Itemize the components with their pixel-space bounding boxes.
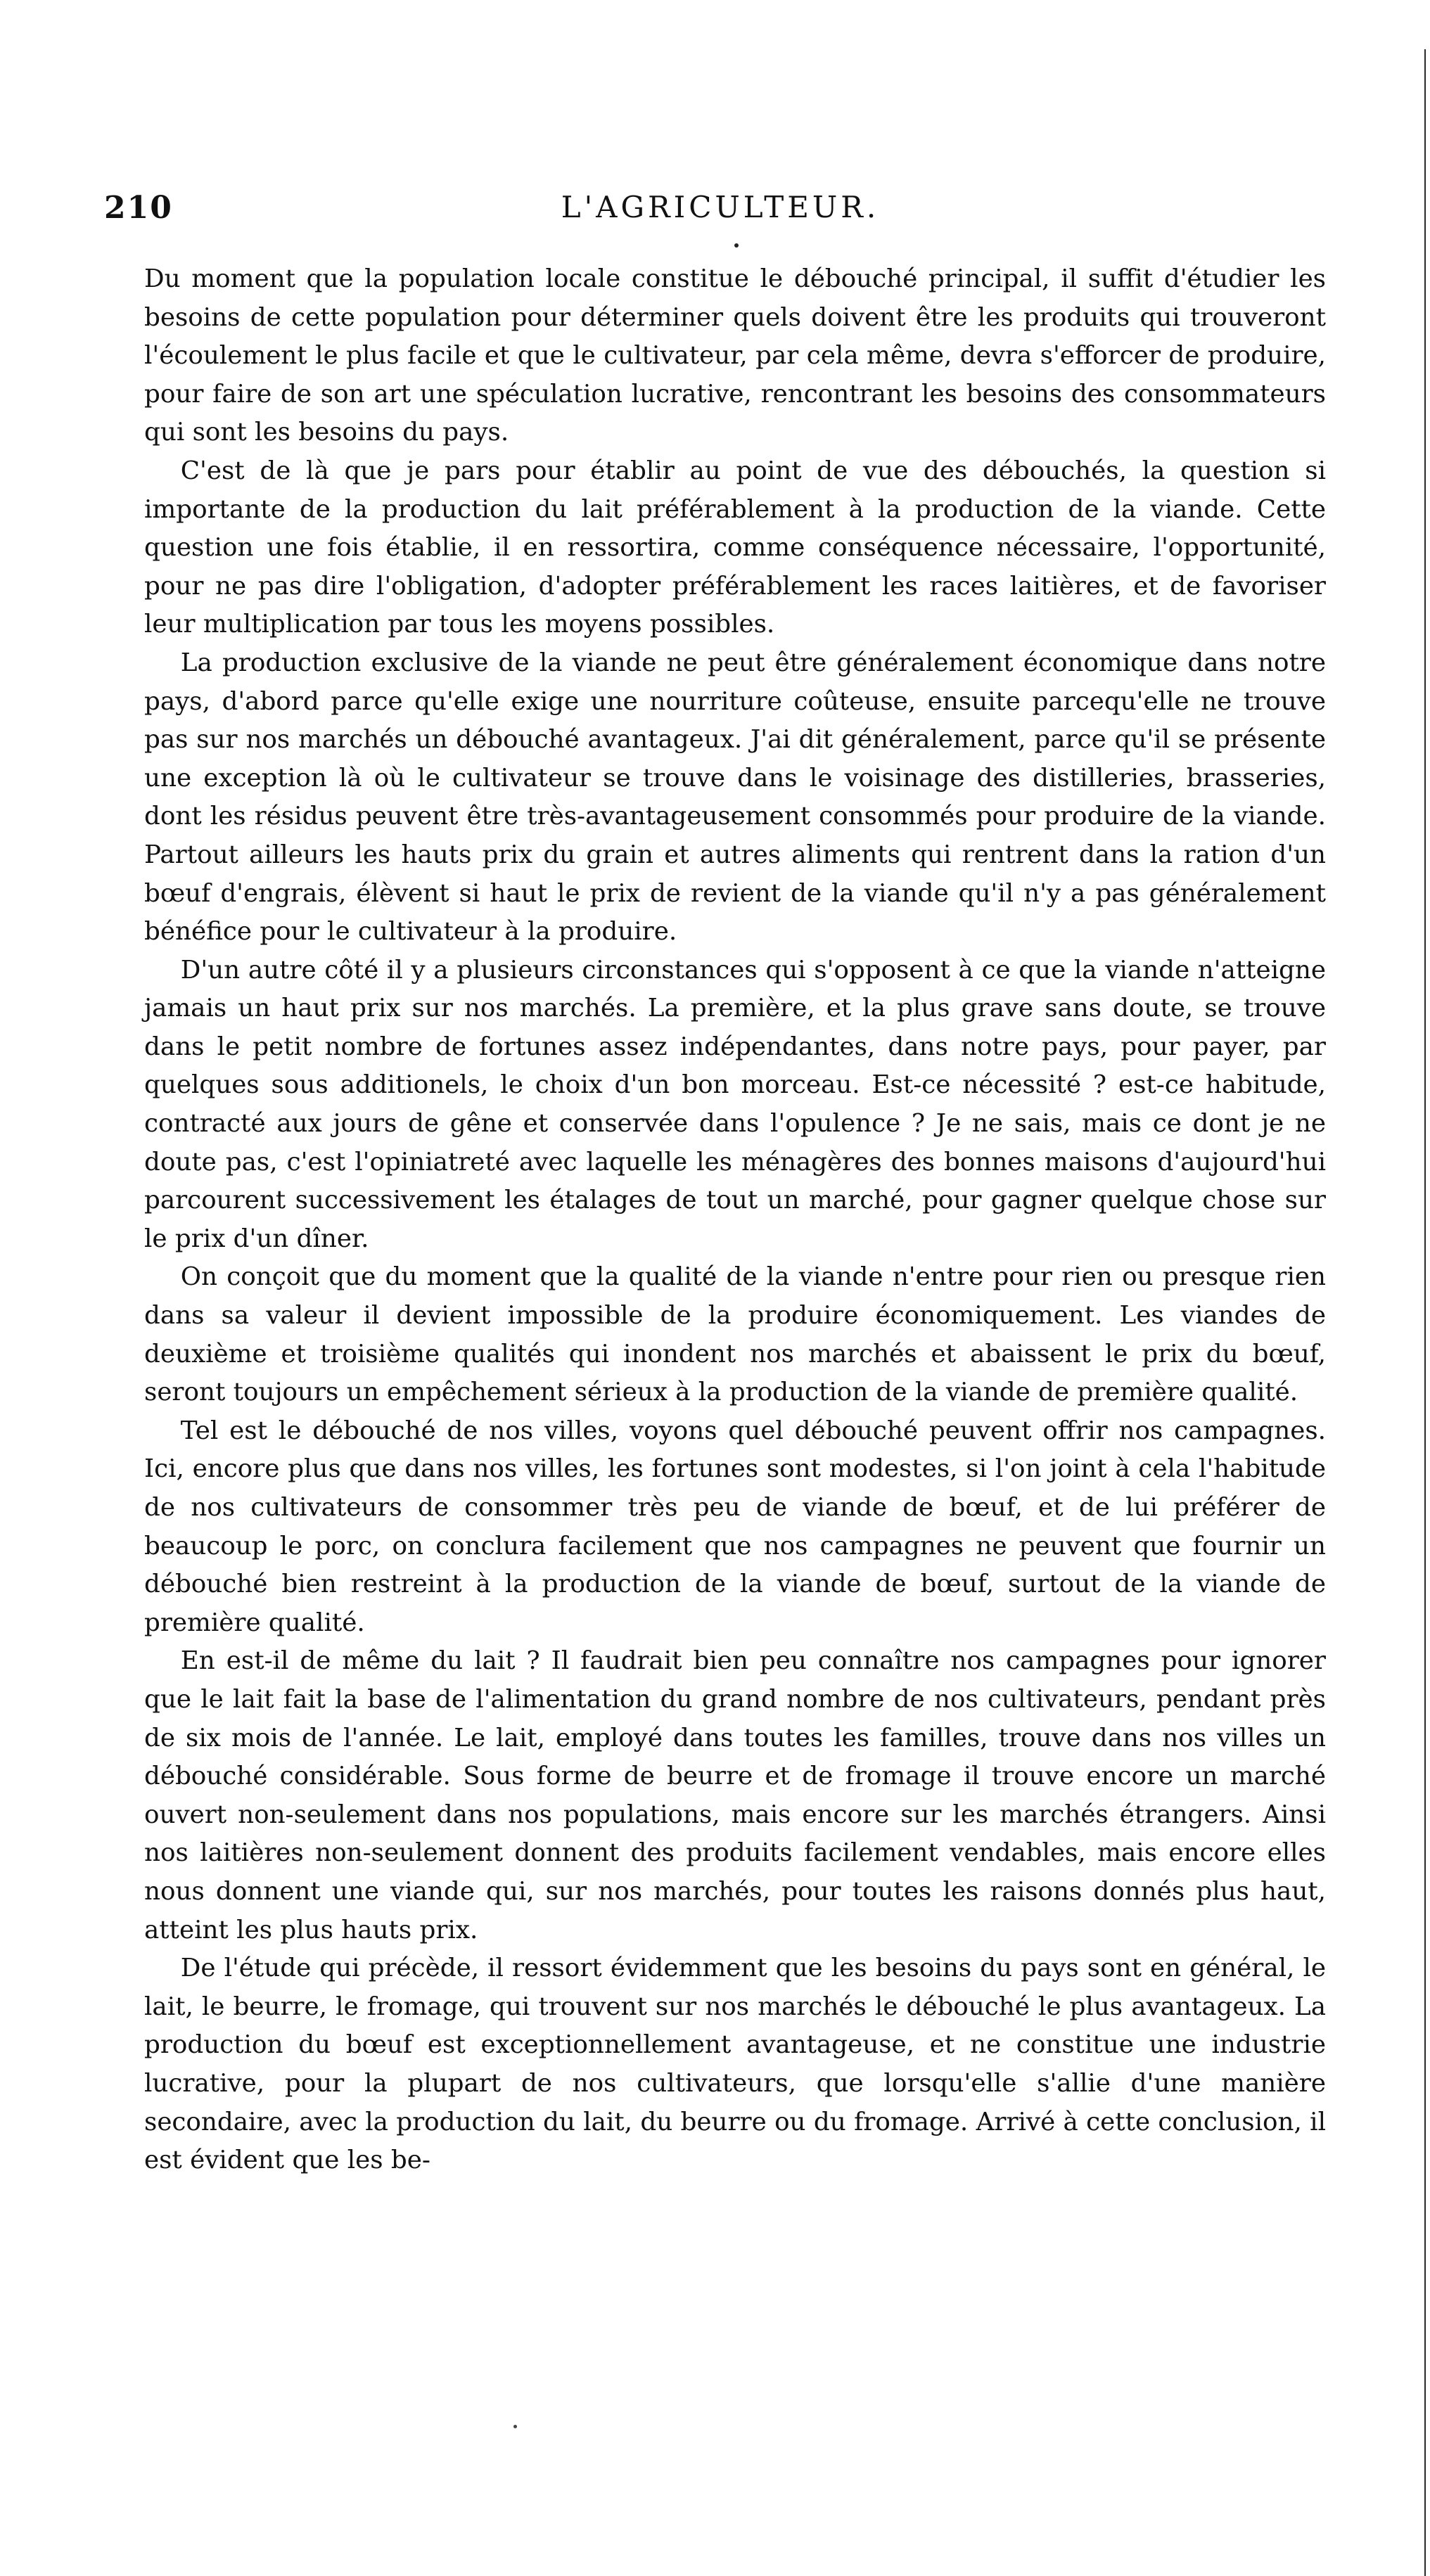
paragraph: C'est de là que je pars pour établir au point de vue des débouchés, la question si importante de la production du lait préférablement à la production de la viande. Cette question une fois établie, il en ressortira, comme conséquence nécessaire, l'opportunité, pour ne pas dire l'obligation, d'adopter préférablement les races laitières, et de favoriser leur multiplication par tous les moyens possibles.: [144, 456, 1326, 639]
footer-mark: [513, 2425, 517, 2428]
header-mark: [734, 243, 739, 248]
paragraph: Du moment que la population locale constitue le débouché principal, il suffit d'étudier les besoins de cette population pour déterminer quels doivent être les produits qui trouveront l'écoulement le plus facile et que le cultivateur, par cela même, devra s'efforcer de produire, pour faire de son art une spéculation lucrative, rencontrant les besoins des consommateurs qui sont les besoins du pays.: [144, 264, 1326, 447]
page-number: 210: [104, 190, 173, 226]
paragraph: On conçoit que du moment que la qualité de la viande n'entre pour rien ou presque rien dans sa valeur il devient impossible de la produire économiquement. Les viandes de deuxième et troisième qualités qui inondent nos marchés et abaissent le prix du bœuf, seront toujours un empêchement sérieux à la production de la viande de première qualité.: [144, 1262, 1326, 1407]
running-title: L'AGRICULTEUR.: [561, 190, 880, 224]
paragraph: En est-il de même du lait ? Il faudrait bien peu connaître nos campagnes pour ignorer que le lait fait la base de l'alimentation du grand nombre de nos cultivateurs, pendant près de six mois de l'année. Le lait, employé dans toutes les familles, trouve dans nos villes un débouché considérable. Sous forme de beurre et de fromage il trouve encore un marché ouvert non-seulement dans nos populations, mais encore sur les marchés étrangers. Ainsi nos laitières non-seulement donnent des produits facilement vendables, mais encore elles nous donnent une viande qui, sur nos marchés, pour toutes les raisons donnés plus haut, atteint les plus hauts prix.: [144, 1646, 1326, 1944]
paragraph: Tel est le débouché de nos villes, voyons quel débouché peuvent offrir nos campagnes. Ici, encore plus que dans nos villes, les fortunes sont modestes, si l'on joint à cela l'habitude de nos cultivateurs de consommer très peu de viande de bœuf, et de lui préférer de beaucoup le porc, on conclura facilement que nos campagnes ne peuvent que fournir un débouché bien restreint à la production de la viande de bœuf, surtout de la viande de première qualité.: [144, 1416, 1326, 1637]
page-header: [104, 190, 1336, 232]
paragraph: La production exclusive de la viande ne peut être généralement économique dans notre pays, d'abord parce qu'elle exige une nourriture coûteuse, ensuite parcequ'elle ne trouve pas sur nos marchés un débouché avantageux. J'ai dit généralement, parce qu'il se présente une exception là où le cultivateur se trouve dans le voisinage des distilleries, brasseries, dont les résidus peuvent être très-avantageusement consommés pour produire de la viande. Partout ailleurs les hauts prix du grain et autres aliments qui rentrent dans la ration d'un bœuf d'engrais, élèvent si haut le prix de revient de la viande qu'il n'y a pas généralement bénéfice pour le cultivateur à la produire.: [144, 648, 1326, 947]
page-edge-rule: [1424, 49, 1426, 2576]
paragraph: De l'étude qui précède, il ressort évidemment que les besoins du pays sont en général, le lait, le beurre, le fromage, qui trouvent sur nos marchés le débouché le plus avantageux. La production du bœuf est exceptionnellement avantageuse, et ne constitue une industrie lucrative, pour la plupart de nos cultivateurs, que lorsqu'elle s'allie d'une manière secondaire, avec la production du lait, du beurre ou du fromage. Arrivé à cette conclusion, il est évident que les be-: [144, 1954, 1326, 2175]
body-text: [144, 260, 1326, 2180]
paragraph: D'un autre côté il y a plusieurs circonstances qui s'opposent à ce que la viande n'atteigne jamais un haut prix sur nos marchés. La première, et la plus grave sans doute, se trouve dans le petit nombre de fortunes assez indépendantes, dans notre pays, pour payer, par quelques sous additionels, le choix d'un bon morceau. Est-ce nécessité ? est-ce habitude, contracté aux jours de gêne et conservée dans l'opulence ? Je ne sais, mais ce dont je ne doute pas, c'est l'opiniatreté avec laquelle les ménagères des bonnes maisons d'aujourd'hui parcourent successivement les étalages de tout un marché, pour gagner quelque chose sur le prix d'un dîner.: [144, 955, 1326, 1253]
